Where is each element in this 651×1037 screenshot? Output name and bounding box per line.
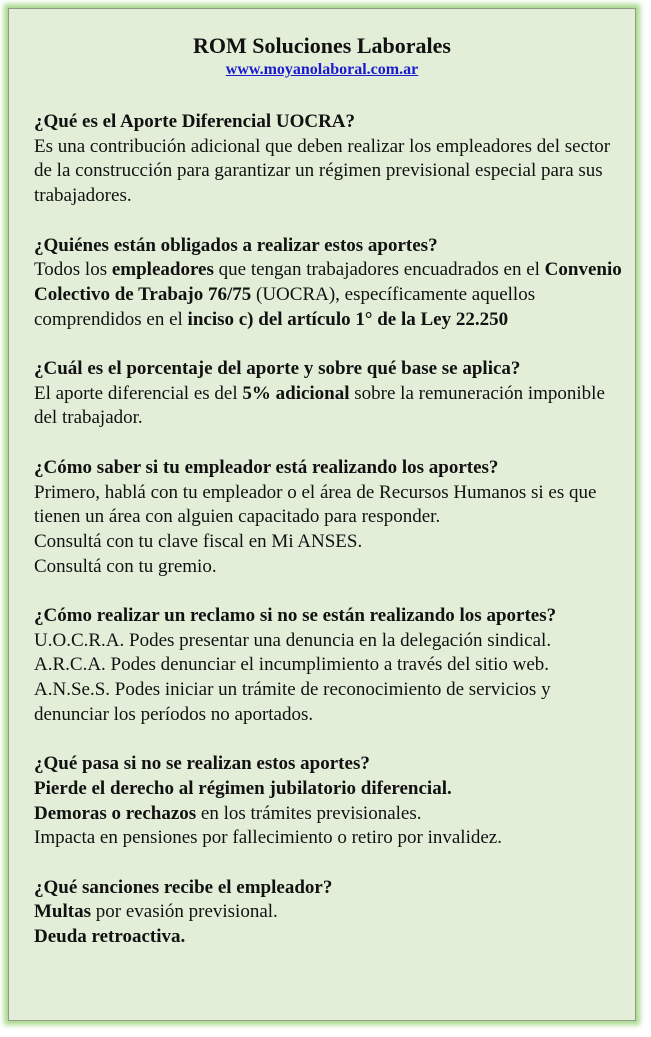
faq-section: [34, 752, 625, 851]
faq-question: ¿Qué pasa si no se realizan estos aportes?: [34, 753, 370, 775]
faq-answer-line: Pierde el derecho al régimen jubilatorio diferencial.: [34, 777, 452, 799]
faq-question: ¿Qué sanciones recibe el empleador?: [34, 876, 333, 898]
faq-question: ¿Cómo saber si tu empleador está realizando los aportes?: [34, 456, 499, 478]
faq-answer-line: [34, 900, 625, 925]
faq-answer-line: A.N.Se.S. Podes iniciar un trámite de reconocimiento de servicios y denunciar los períodos no aportados.: [34, 679, 551, 725]
faq-section: [34, 604, 625, 728]
faq-answer: Es una contribución adicional que deben realizar los empleadores del sector de la construcción para garantizar un régimen previsional especial para sus trabajadores.: [34, 135, 611, 207]
answer-text: (UOCRA), específicamente aquellos comprendidos en el: [34, 283, 536, 330]
answer-text: sobre la remuneración imponible del trabajador.: [34, 382, 605, 429]
faq-answer-line: Consultá con tu gremio.: [34, 555, 217, 577]
answer-bold-text: 5% adicional: [242, 382, 350, 404]
info-card: [8, 8, 636, 1021]
answer-bold-text: Convenio Colectivo de Trabajo 76/75: [34, 259, 622, 305]
faq-question: ¿Qué es el Aporte Diferencial UOCRA?: [34, 111, 356, 132]
answer-bold-text: inciso c) del artículo 1° de la Ley 22.250: [187, 308, 509, 330]
answer-bold-text: Multas: [34, 901, 91, 923]
faq-answer-line: Deuda retroactiva.: [34, 926, 186, 948]
card-header: [9, 9, 635, 80]
answer-text: en los trámites previsionales.: [196, 802, 422, 824]
faq-section: [34, 876, 625, 950]
faq-answer: [34, 258, 625, 332]
faq-question: ¿Quiénes están obligados a realizar estos aportes?: [34, 234, 438, 256]
answer-text: por evasión previsional.: [91, 901, 278, 923]
faq-answer-line: [34, 802, 625, 827]
faq-content: [34, 110, 625, 975]
answer-text: Todos los: [34, 259, 112, 281]
faq-section: [34, 456, 625, 580]
faq-question: ¿Cómo realizar un reclamo si no se están realizando los aportes?: [34, 605, 557, 626]
faq-answer: [34, 382, 625, 431]
faq-answer-line: Impacta en pensiones por fallecimiento o retiro por invalidez.: [34, 827, 502, 849]
faq-section: [34, 357, 625, 431]
website-link[interactable]: www.moyanolaboral.com.ar: [225, 61, 419, 78]
faq-answer-line: A.R.C.A. Podes denunciar el incumplimiento a través del sitio web.: [34, 654, 550, 676]
faq-answer-line: U.O.C.R.A. Podes presentar una denuncia en la delegación sindical.: [34, 629, 552, 651]
faq-answer-line: Consultá con tu clave fiscal en Mi ANSES.: [34, 530, 363, 552]
page-title: ROM Soluciones Laborales: [193, 33, 451, 58]
answer-bold-text: Demoras o rechazos: [34, 802, 197, 824]
answer-bold-text: empleadores: [111, 259, 214, 281]
answer-text: El aporte diferencial es del: [34, 382, 243, 404]
answer-text: que tengan trabajadores encuadrados en el: [213, 259, 545, 281]
faq-question: ¿Cuál es el porcentaje del aporte y sobre qué base se aplica?: [34, 358, 521, 379]
faq-answer-line: Primero, hablá con tu empleador o el área de Recursos Humanos si es que tienen un área con alguien capacitado para responder.: [34, 481, 597, 528]
faq-section: [34, 234, 625, 333]
faq-section: [34, 110, 625, 209]
